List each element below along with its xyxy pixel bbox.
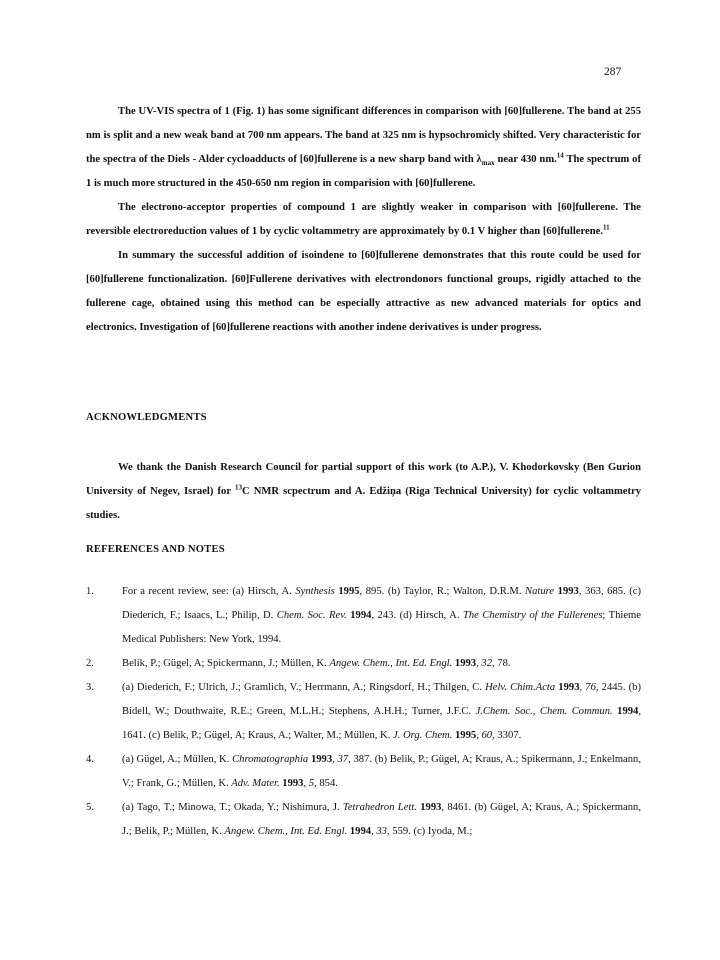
reference-item xyxy=(86,652,641,676)
reference-number: 5. xyxy=(86,802,94,813)
reference-number: 4. xyxy=(86,754,94,765)
reference-number: 1. xyxy=(86,586,94,597)
reference-item xyxy=(86,748,641,796)
reference-item xyxy=(86,796,641,844)
reference-text: Belik, P.; Gügel, A; Spickermann, J.; Müllen, K. Angew. Chem., Int. Ed. Engl. 1993, 32, 78. xyxy=(122,658,511,669)
reference-item xyxy=(86,676,641,748)
acknowledgments-text: We thank the Danish Research Council for partial support of this work (to A.P.), V. Khodorkovsky (Ben Gurion University of Negev, Israel) for $^{13}$C NMR scpectrum and A. Edžiņa (Riga Technical University) for cyclic voltammetry studies. xyxy=(86,462,641,521)
paragraph-summary: In summary the successful addition of isoindene to [60]fullerene demonstrates that this route could be used for [60]fullerene functionalization. [60]Fullerene derivatives with electrondonors functional groups, rigidly attached to the fullerene cage, obtained using this method can be especially attractive as new advanced materials for optics and electronics. Investigation of [60]fullerene reactions with another indene derivatives is under progress. xyxy=(86,250,641,333)
reference-text: (a) Diederich, F.; Ulrich, J.; Gramlich, V.; Herrmann, A.; Ringsdorf, H.; Thilgen, C. Helv. Chim.Acta 1993, 76, 2445. (b) Bidell, W.; Douthwaite, R.E.; Green, M.L.H.; Stephens, A.H.H.; Turner, J.F.C. J.Chem. Soc., Chem. Commun. 1994, 1641. (c) Belik, P.; Gügel, A; Kraus, A.; Walter, M.; Müllen, K. J. Org. Chem. 1995, 60, 3307. xyxy=(122,682,642,741)
reference-number: 2. xyxy=(86,658,94,669)
reference-list xyxy=(86,580,641,844)
body-text xyxy=(86,100,641,340)
paragraph-uv-vis: The UV-VIS spectra of 1 (Fig. 1) has some significant differences in comparison with [60]fullerene. The band at 255 nm is split and a new weak band at 700 nm appears. The band at 325 nm is hypsochromicly shifted. Very characteristic for the spectra of the Diels - Alder cycloadducts of [60]fullerene is a new sharp band with $\lambda_{max}$ near 430 nm.$^{14}$ The spectrum of 1 is much more structured in the 450-650 nm region in comparision with [60]fullerene. xyxy=(86,106,641,189)
acknowledgments-heading: ACKNOWLEDGMENTS xyxy=(86,412,207,423)
references-heading: REFERENCES AND NOTES xyxy=(86,544,225,555)
reference-number: 3. xyxy=(86,682,94,693)
paragraph-electro-acceptor: The electrono-acceptor properties of compound 1 are slightly weaker in comparison with [60]fullerene. The reversible electroreduction values of 1 by cyclic voltammetry are approximately by 0.1 V higher than [60]fullerene.$^{11}$ xyxy=(86,202,641,237)
reference-text: (a) Tago, T.; Minowa, T.; Okada, Y.; Nishimura, J. Tetrahedron Lett. 1993, 8461. (b) Gügel, A; Kraus, A.; Spickermann, J.; Belik, P.; Müllen, K. Angew. Chem., Int. Ed. Engl. 1994, 33, 559. (c) Iyoda, M.; xyxy=(122,802,641,837)
reference-text: For a recent review, see: (a) Hirsch, A. Synthesis 1995, 895. (b) Taylor, R.; Walton, D.R.M. Nature 1993, 363, 685. (c) Diederich, F.; Isaacs, L.; Philip, D. Chem. Soc. Rev. 1994, 243. (d) Hirsch, A. The Chemistry of the Fullerenes; Thieme Medical Publishers: New York, 1994. xyxy=(122,586,641,645)
page-number: 287 xyxy=(604,66,622,78)
reference-item xyxy=(86,580,641,652)
reference-text: (a) Gügel, A.; Müllen, K. Chromatographia 1993, 37, 387. (b) Belik, P.; Gügel, A; Kraus, A.; Spikermann, J.; Enkelmann, V.; Frank, G.; Müllen, K. Adv. Mater. 1993, 5, 854. xyxy=(122,754,642,789)
